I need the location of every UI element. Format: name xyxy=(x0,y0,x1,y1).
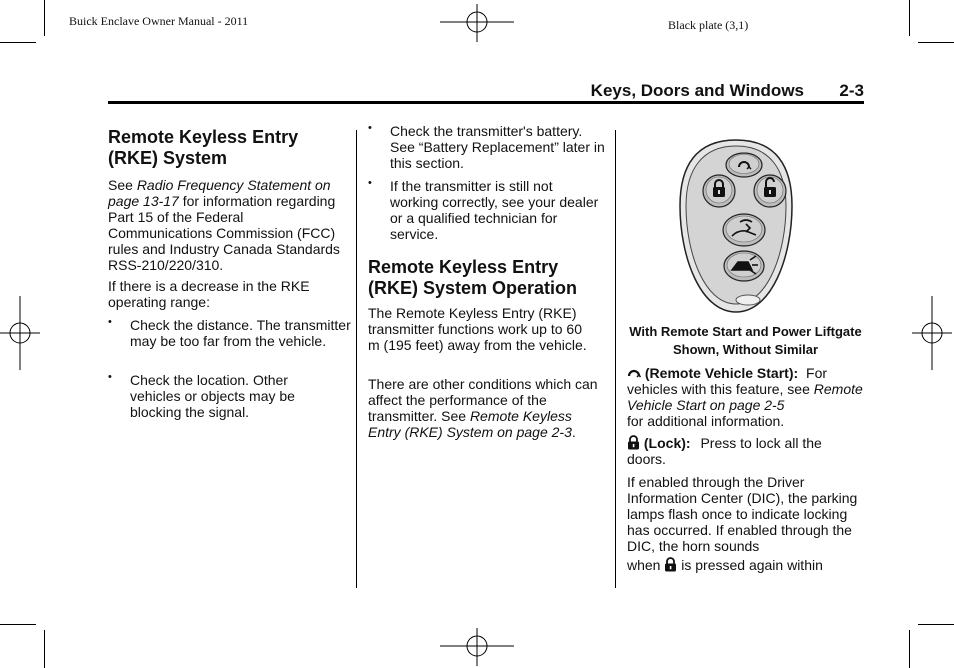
rke-system-heading: Remote Keyless Entry (RKE) System xyxy=(108,127,299,168)
bullet-text: If the transmitter is still not working correctly, see your dealer or a qualified technician for service. xyxy=(390,178,599,242)
crop-mark-top-left-h xyxy=(0,42,36,43)
led-indicator xyxy=(736,295,760,305)
remote-start-button xyxy=(726,153,762,177)
crop-mark-top-right-v xyxy=(909,0,910,36)
key-fob-illustration xyxy=(676,136,796,316)
list-item xyxy=(368,123,608,171)
range-decrease-paragraph: If there is a decrease in the RKE operating range: xyxy=(108,278,310,310)
liftgate-button xyxy=(723,214,765,246)
crop-mark-bottom-left-v xyxy=(44,630,45,668)
bullet-icon: • xyxy=(368,177,372,189)
header-rule xyxy=(108,101,864,104)
when-pressed-line xyxy=(627,557,863,573)
conditions-paragraph: There are other conditions which can affect the performance of the transmitter. See Remote Keyless Entry (RKE) System on page 2-3. xyxy=(368,376,598,440)
list-item xyxy=(108,372,340,420)
remote-start-link[interactable]: Remote Vehicle Start on page 2-5 xyxy=(627,381,863,413)
bullet-text: Check the distance. The transmitter may be too far from the vehicle. xyxy=(130,317,351,349)
list-item xyxy=(368,178,600,242)
rke-range-paragraph: The Remote Keyless Entry (RKE) transmitter functions work up to 60 m (195 feet) away from the vehicle. xyxy=(368,305,587,353)
crop-mark-bottom-right-h xyxy=(918,624,954,625)
panic-button xyxy=(724,251,764,281)
remote-start-label: (Remote Vehicle Start): xyxy=(644,365,799,381)
registration-mark-bottom xyxy=(440,628,514,666)
dic-paragraph: If enabled through the Driver Information Center (DIC), the parking lamps flash once to indicate locking has occurred. If enabled through the DIC, the horn sounds xyxy=(627,474,858,554)
conditions-text: There are other conditions which can affect the performance of the transmitter. See xyxy=(368,376,598,424)
crop-mark-top-right-h xyxy=(918,42,954,43)
bullet-icon: • xyxy=(368,122,372,134)
crop-mark-bottom-right-v xyxy=(909,630,910,668)
registration-mark-top xyxy=(440,4,514,42)
crop-mark-top-left-v xyxy=(44,0,45,36)
crop-mark-bottom-left-h xyxy=(0,624,36,625)
section-title: Keys, Doors and Windows xyxy=(590,81,804,100)
rke-system-link[interactable]: Remote Keyless Entry (RKE) System on page 2-3 xyxy=(368,408,572,440)
bullet-icon: • xyxy=(108,316,112,328)
when-text: when xyxy=(627,557,661,573)
registration-mark-right xyxy=(912,296,952,370)
unlock-button xyxy=(754,175,786,207)
bullet-text: Check the transmitter's battery. See “Battery Replacement” later in this section. xyxy=(390,123,605,171)
lock-label: (Lock): xyxy=(643,435,691,451)
registration-mark-left xyxy=(0,296,40,370)
when-rest-text: is pressed again within xyxy=(681,557,823,573)
remote-start-end: for additional information. xyxy=(627,413,785,429)
lock-icon xyxy=(627,435,640,450)
list-item xyxy=(108,317,356,349)
column-divider-1 xyxy=(356,130,357,588)
page-number: 2-3 xyxy=(839,81,864,100)
remote-start-paragraph xyxy=(627,365,863,429)
rke-operation-heading: Remote Keyless Entry (RKE) System Operation xyxy=(368,257,578,298)
radio-frequency-paragraph xyxy=(108,177,348,273)
remote-start-text: For vehicles with this feature, see xyxy=(627,365,828,397)
radio-frequency-link[interactable]: Radio Frequency Statement on page 13-17 xyxy=(108,177,331,209)
see-text: See xyxy=(108,177,137,193)
plate-label: Black plate (3,1) xyxy=(668,18,749,32)
bullet-icon: • xyxy=(108,371,112,383)
bullet-text: Check the location. Other vehicles or objects may be blocking the signal. xyxy=(130,372,295,420)
fcc-text: for information regarding Part 15 of the Federal Communications Commission (FCC) rules and Industry Canada Standards RSS-210/220/310. xyxy=(108,193,340,273)
manual-title: Buick Enclave Owner Manual - 2011 xyxy=(69,14,249,28)
remote-start-icon xyxy=(627,366,641,380)
lock-paragraph xyxy=(627,435,863,467)
column-divider-2 xyxy=(615,130,616,588)
lock-button xyxy=(703,175,735,207)
lock-text: Press to lock all the doors. xyxy=(627,435,822,467)
figure-caption: With Remote Start and Power Liftgate Shown, Without Similar xyxy=(629,324,862,357)
lock-icon xyxy=(664,557,677,572)
